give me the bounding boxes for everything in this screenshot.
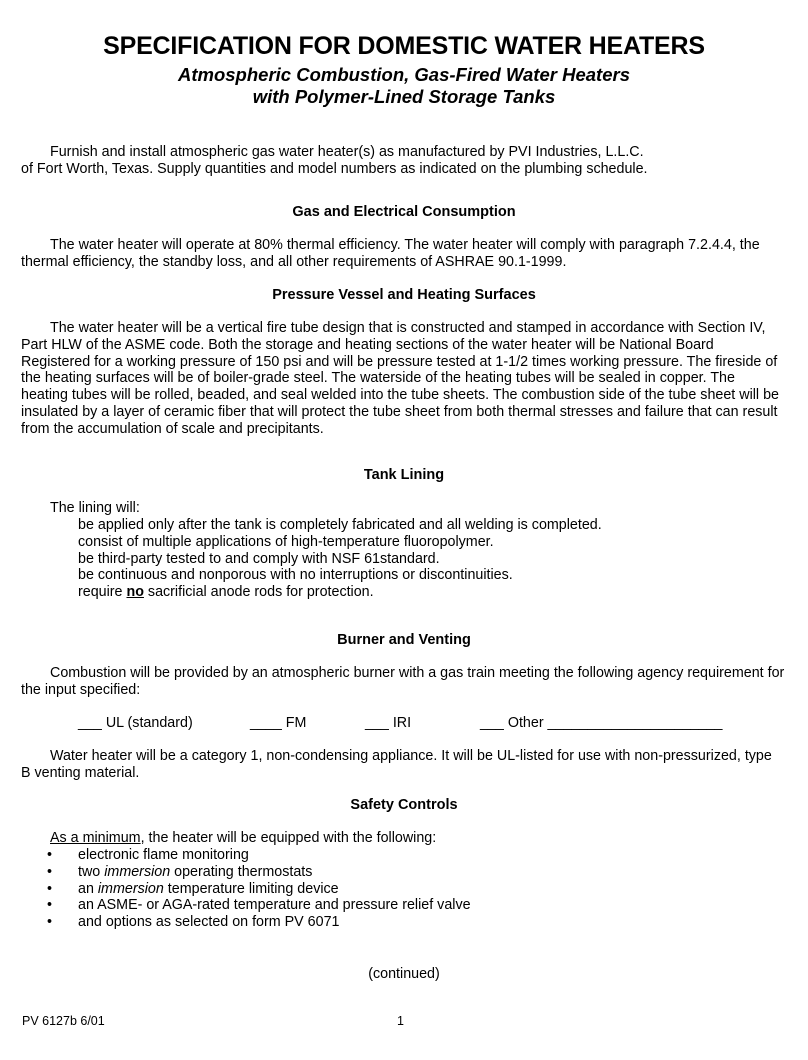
pressure-paragraph: The water heater will be a vertical fire tube design that is constructed and stamped in accordance with Section IV, Part HLW of the ASME code. Both the storage and heating sections of the water heater will be National Board Registered for a working pressure of 150 psi and will be pressure tested at 1-1/2 times working pressure. The fireside of the heating surfaces will be of boiler-grade steel. The waterside of the heating tubes will be sealed in copper. The heating tubes will be rolled, beaded, and seal welded into the tube sheets. The combustion side of the tube sheet will be insulated by a layer of ceramic fiber that will protect the tube sheet from both thermal stresses and failure that can result from the accumulation of scale and precipitants. <box>21 320 779 437</box>
bullet-icon: • <box>47 847 53 863</box>
safety-list <box>47 847 471 931</box>
burner-heading: Burner and Venting <box>337 632 471 648</box>
agency-option-other: ___ Other ______________________ <box>480 715 723 731</box>
list-item: consist of multiple applications of high-temperature fluoropolymer. <box>78 533 494 550</box>
lining-list <box>78 517 602 601</box>
safety-heading: Safety Controls <box>350 797 458 813</box>
agency-option-iri: ___ IRI <box>365 715 412 731</box>
pressure-heading: Pressure Vessel and Heating Surfaces <box>272 287 536 303</box>
footer-doc-id: PV 6127b 6/01 <box>22 1014 105 1028</box>
intro-paragraph: Furnish and install atmospheric gas water heater(s) as manufactured by PVI Industries, L.L.C. of Fort Worth, Texas. Supply quantities and model numbers as indicated on the plumbing schedule. <box>21 144 648 177</box>
venting-paragraph: Water heater will be a category 1, non-condensing appliance. It will be UL-listed for use with non-pressurized, type B venting material. <box>21 748 772 781</box>
list-item: be applied only after the tank is completely fabricated and all welding is completed. <box>78 517 602 533</box>
list-item: • and options as selected on form PV 6071 <box>47 914 340 931</box>
list-item: require no sacrificial anode rods for protection. <box>78 584 374 601</box>
list-item: • electronic flame monitoring <box>47 847 249 863</box>
lining-heading: Tank Lining <box>363 467 445 483</box>
agency-option-ul: ___ UL (standard) <box>78 715 193 731</box>
list-item: • two immersion operating thermostats <box>47 863 313 880</box>
list-item: be continuous and nonporous with no interruptions or discontinuities. <box>78 567 513 584</box>
page-subtitle-1: Atmospheric Combustion, Gas-Fired Water Heaters <box>178 64 630 85</box>
gas-paragraph: The water heater will operate at 80% thermal efficiency. The water heater will comply with paragraph 7.2.4.4, the thermal efficiency, the standby loss, and all other requirements of ASHRAE 90.1-1999. <box>21 237 760 270</box>
gas-heading: Gas and Electrical Consumption <box>292 204 516 220</box>
page-title: SPECIFICATION FOR DOMESTIC WATER HEATERS <box>103 32 705 60</box>
emphasis-no: no <box>126 584 144 601</box>
list-item: be third-party tested to and comply with NSF 61standard. <box>78 550 440 567</box>
continued-note: (continued) <box>368 966 440 982</box>
list-item: • an ASME- or AGA-rated temperature and pressure relief valve <box>47 897 471 914</box>
list-item: • an immersion temperature limiting device <box>47 880 339 897</box>
bullet-icon: • <box>47 863 53 880</box>
page-subtitle-2: with Polymer-Lined Storage Tanks <box>252 86 556 107</box>
lining-intro: The lining will: <box>50 500 140 516</box>
agency-option-fm: ____ FM <box>250 715 307 731</box>
page-number: 1 <box>397 1014 404 1028</box>
bullet-icon: • <box>47 880 53 897</box>
bullet-icon: • <box>47 914 53 931</box>
bullet-icon: • <box>47 897 53 914</box>
burner-paragraph: Combustion will be provided by an atmospheric burner with a gas train meeting the following agency requirement for the input specified: <box>21 665 785 698</box>
safety-intro: As a minimum, the heater will be equipped with the following: <box>50 830 437 846</box>
